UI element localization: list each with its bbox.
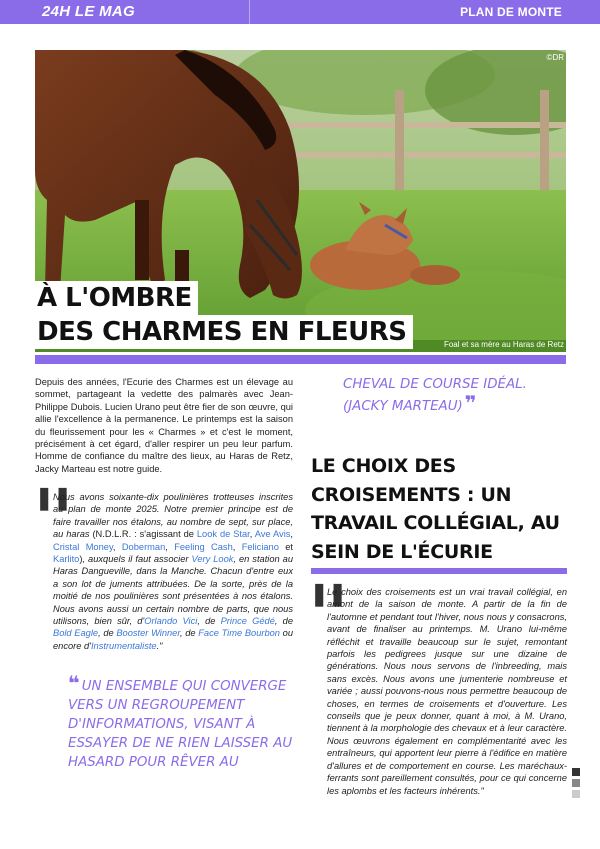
quote-mark-icon: ❚❚ <box>35 485 72 511</box>
stallion-link[interactable]: Feliciano <box>241 541 279 552</box>
page-marker-squares <box>572 768 580 801</box>
section-name: PLAN DE MONTE <box>460 5 562 19</box>
title-underline-bar <box>35 355 566 364</box>
stallion-link[interactable]: Booster Winner <box>116 628 180 639</box>
quote-mark-icon: ❚❚ <box>310 581 347 607</box>
title-line-2: DES CHARMES EN FLEURS <box>35 315 413 349</box>
header-band <box>0 0 600 24</box>
stallion-link[interactable]: Very Look <box>191 554 234 565</box>
stallion-link[interactable]: Instrumentaliste <box>90 640 157 651</box>
title-line-1: À L'OMBRE <box>35 281 198 315</box>
marker-square <box>572 779 580 787</box>
stallion-link[interactable]: Look de Star <box>196 529 250 540</box>
stallion-link[interactable]: Feeling Cash <box>174 541 233 552</box>
stallion-link[interactable]: Prince Gédé <box>220 616 275 627</box>
photo-caption: Foal et sa mère au Haras de Retz <box>443 340 564 349</box>
section-heading: LE CHOIX DES CROISEMENTS : UN TRAVAIL COLLÉGIAL, AU SEIN DE L'ÉCURIE <box>311 455 560 563</box>
pull-quote-2: CHEVAL DE COURSE IDÉAL. (JACKY MARTEAU) ❞ <box>343 377 527 415</box>
close-quote-icon: ❞ <box>464 391 477 415</box>
marker-square <box>572 790 580 798</box>
magazine-name: 24H LE MAG <box>42 3 136 20</box>
photo-credit: ©DR <box>546 53 564 62</box>
stallion-link[interactable]: Karlito <box>53 554 80 565</box>
pull-quote-1: ❝ UN ENSEMBLE QUI CONVERGE VERS UN REGROUPEMENT D'INFORMATIONS, VISANT À ESSAYER DE NE RIEN LAISSER AU HASARD POUR RÊVER AU <box>68 671 293 770</box>
stallion-link[interactable]: Orlando Vici <box>144 616 198 627</box>
stallion-link[interactable]: Cristal Money <box>53 541 113 552</box>
header-divider <box>249 0 250 24</box>
heading-underline-bar <box>311 568 567 574</box>
stallion-link[interactable]: Ave Avis <box>254 529 291 540</box>
stallion-link[interactable]: Bold Eagle <box>53 628 99 639</box>
stallion-link[interactable]: Doberman <box>121 541 166 552</box>
stallion-link[interactable]: Face Time Bourbon <box>198 628 280 639</box>
intro-paragraph: Depuis des années, l'Ecurie des Charmes est un élevage au sommet, partageant la vedette des palmarès avec Jean-Philippe Dubois. Lucien Urano peut être fier de son œuvre, qui allie l'excellence à la permanence. Le printemps est la saison du fleurissement pour les « Charmes » et c'est le moment, précisément à cet égard, d'aller respirer un peu leur parfum. Homme de confiance du maître des lieux, au Haras de Retz, Jacky Marteau est notre guide. <box>35 377 293 474</box>
quote-paragraph-1: Nous avons soixante-dix poulinières trotteuses inscrites au plan de monte 2025. Notre premier principe est de faire travailler nos étalons, au nombre de sept, sur place, au haras (N.D.L.R. : s'agissant de Look de Star, Ave Avis, Cristal Money, Doberman, Feeling Cash, Feliciano et Karlito), auxquels il faut associer Very Look, en station au Haras Dangueville, dans la Manche. Chacun d'entre eux a son lot de juments attribuées. De la sorte, près de la moitié de nos poulinières sont présentées à nos étalons. Nous avons aussi un certain nombre de parts, que nous utilisons, bien sûr, d'Orlando Vici, de Prince Gédé, de Bold Eagle, de Booster Winner, de Face Time Bourbon ou encore d'Instrumentaliste." <box>53 492 294 651</box>
open-quote-icon: ❝ <box>68 671 80 695</box>
marker-square <box>572 768 580 776</box>
quote-paragraph-2: Le choix des croisements est un vrai travail collégial, en amont de la saison de monte. A partir de la fin de l'automne et pendant tout l'hiver, nous nous y consacrons, avant de finaliser au printemps. M. Urano lui-même réfléchit et travaille beaucoup sur le sujet, remontant parfois les pedigrees jusque sur une dizaine de générations. Nous nous servons de l'inbreeding, mais sans excès. Nous avons une jumenterie nombreuse et variée ; aussi pouvons-nous nous permettre beaucoup de choses, en termes de croisements et d'ouverture. Les conseils que je peux donner, quant à moi, à M. Urano, tiennent à la morphologie des chevaux et à leur caractère. Nous œuvrons également en complémentarité avec les entraîneurs, qui apportent leur pierre à l'édifice en matière d'allures et de comportement en course. Les maréchaux-ferrants sont pareillement consultés, pour ce qui concerne les aplombs et les facteurs inhérents." <box>327 587 567 796</box>
